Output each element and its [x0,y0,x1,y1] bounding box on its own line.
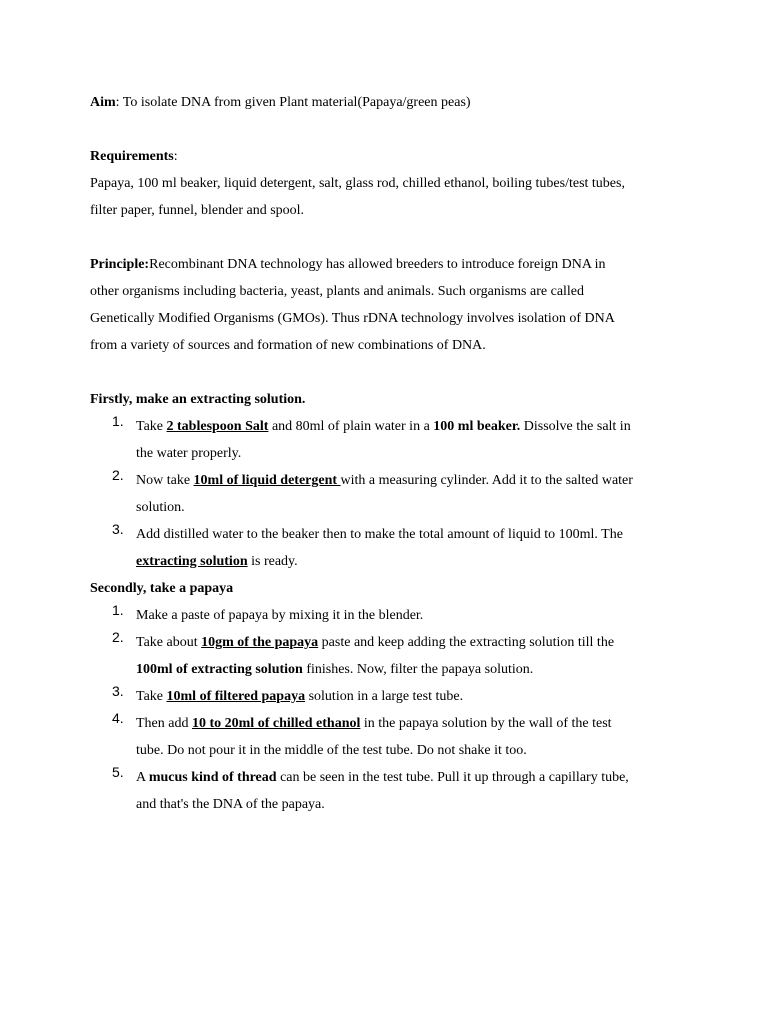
list-item-number: 4. [112,710,124,726]
requirements-heading [90,143,680,170]
section2-heading-text: Secondly, take a papaya [90,581,234,596]
section1-heading-text: Firstly, make an extracting solution. [90,392,306,407]
emphasis-papaya-paste: 10gm of the papaya [201,635,319,650]
list-item: 2. Now take 10ml of liquid detergent with a measuring cylinder. Add it to the salted water solution. [112,467,633,515]
emphasis-detergent: 10ml of liquid detergent [193,473,341,488]
emphasis-salt: 2 tablespoon Salt [166,419,269,434]
list-item: 3. Take 10ml of filtered papaya solution in a large test tube. [112,683,464,704]
principle-label: Principle: [90,257,150,272]
list-item: 1. Make a paste of papaya by mixing it in the blender. [112,602,424,623]
aim-line [90,89,680,116]
list-item: 5. A mucus kind of thread can be seen in the test tube. Pull it up through a capillary tube, and that's the DNA of the papaya. [112,764,629,812]
list-item-number: 2. [112,629,124,645]
emphasis-mucus-thread: mucus kind of thread [148,770,277,785]
principle-text-1: Recombinant DNA technology has allowed breeders to introduce foreign DNA in [149,257,606,272]
list-item: 2. Take about 10gm of the papaya paste and keep adding the extracting solution till the 100ml of extracting solution finishes. Now, filter the papaya solution. [112,629,615,677]
requirements-line-2: filter paper, funnel, blender and spool. [90,203,305,218]
list-item: 3. Add distilled water to the beaker then to make the total amount of liquid to 100ml. The extracting solution is ready. [112,521,623,569]
aim-label: Aim [90,95,116,110]
emphasis-extracting-amount: 100ml of extracting solution [136,662,303,677]
emphasis-filtered-papaya: 10ml of filtered papaya [166,689,306,704]
list-item: 1. Take 2 tablespoon Salt and 80ml of plain water in a 100 ml beaker. Dissolve the salt in the water properly. [112,413,631,461]
section1-heading [90,386,680,413]
emphasis-extracting-solution: extracting solution [136,554,248,569]
requirements-colon: : [173,149,178,164]
list-item-number: 3. [112,683,124,699]
list-item-number: 5. [112,764,124,780]
list-item-number: 3. [112,521,124,537]
document-page [90,89,680,818]
list-item: 4. Then add 10 to 20ml of chilled ethanol in the papaya solution by the wall of the test tube. Do not pour it in the middle of the test tube. Do not shake it too. [112,710,612,758]
principle-line-2: other organisms including bacteria, yeast, plants and animals. Such organisms are called [90,284,585,299]
section2-heading [90,575,680,602]
list-item-number: 1. [112,413,124,429]
principle-line-1 [90,251,680,278]
emphasis-beaker: 100 ml beaker. [433,419,521,434]
requirements-label: Requirements [90,149,174,164]
aim-text: : To isolate DNA from given Plant material(Papaya/green peas) [115,95,471,110]
principle-line-3: Genetically Modified Organisms (GMOs). Thus rDNA technology involves isolation of DNA [90,311,615,326]
principle-line-4: from a variety of sources and formation of new combinations of DNA. [90,338,486,353]
list-item-number: 2. [112,467,124,483]
emphasis-chilled-ethanol: 10 to 20ml of chilled ethanol [191,716,361,731]
list-item-number: 1. [112,602,124,618]
requirements-line-1: Papaya, 100 ml beaker, liquid detergent, salt, glass rod, chilled ethanol, boiling tubes/test tubes, [90,176,625,191]
